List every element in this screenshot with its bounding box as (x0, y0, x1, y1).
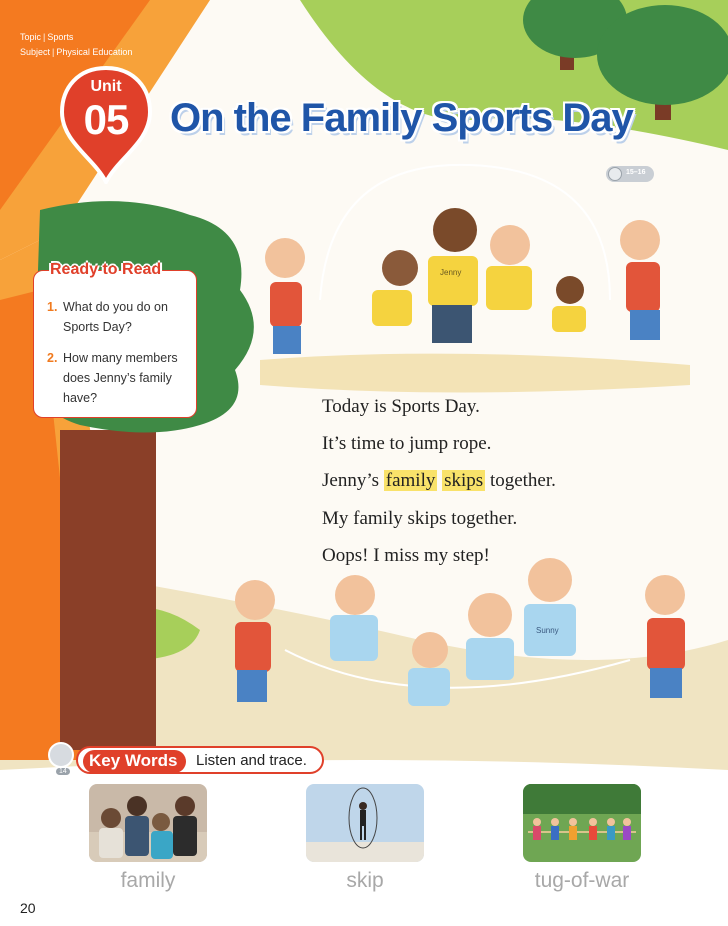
question-number: 2. (47, 351, 58, 365)
topic-subject-info (20, 30, 132, 60)
question-1 (47, 297, 195, 337)
topic-value: Sports (47, 32, 74, 42)
skip-photo (306, 784, 424, 862)
question-text: What do you do on Sports Day? (63, 300, 168, 334)
page-number: 20 (20, 900, 36, 916)
topic-line: Topic | Sports (20, 32, 74, 42)
page-title: On the Family Sports Day (170, 96, 633, 140)
audio-track-badge[interactable] (606, 166, 654, 182)
question-text: How many members does Jenny’s family have? (63, 351, 178, 405)
shirt-name-label: Jenny (440, 268, 462, 277)
ready-to-read-title: Ready to Read (50, 261, 162, 278)
story-text: Jenny’s (322, 470, 379, 491)
unit-badge (58, 66, 154, 184)
bottom-rope-holder-right (645, 575, 685, 698)
unit-label: Unit (90, 78, 122, 95)
story-line-2: It’s time to jump rope. (322, 433, 492, 454)
shirt-name-label: Sunny (536, 626, 559, 635)
highlighted-word-family: family (385, 470, 436, 491)
key-word-skip[interactable]: skip (346, 869, 384, 892)
question-2 (47, 348, 195, 408)
key-words-instruction: Listen and trace. (196, 752, 307, 769)
subject-line: Subject | Physical Education (20, 47, 133, 57)
key-word-tug-of-war[interactable]: tug-of-war (534, 869, 630, 892)
story-text: together. (489, 470, 556, 491)
story-line-3 (322, 470, 556, 492)
topic-label: Topic (20, 32, 42, 42)
cd-icon[interactable] (48, 742, 74, 768)
story-line-1: Today is Sports Day. (322, 396, 480, 417)
unit-number: 05 (83, 96, 129, 143)
story-line-4: My family skips together. (322, 508, 518, 529)
subject-value: Physical Education (56, 47, 133, 57)
story-line-5: Oops! I miss my step! (322, 545, 490, 566)
audio-track-number: 14 (56, 768, 70, 775)
highlighted-word-skips: skips (444, 470, 484, 491)
audio-track-number: 15–16 (626, 169, 646, 176)
subject-label: Subject (20, 47, 51, 57)
tug-of-war-photo (523, 784, 641, 862)
key-words-title: Key Words (83, 750, 186, 773)
cd-icon (608, 167, 622, 181)
key-word-family[interactable]: family (120, 869, 176, 892)
question-number: 1. (47, 300, 58, 314)
family-photo (89, 784, 207, 862)
